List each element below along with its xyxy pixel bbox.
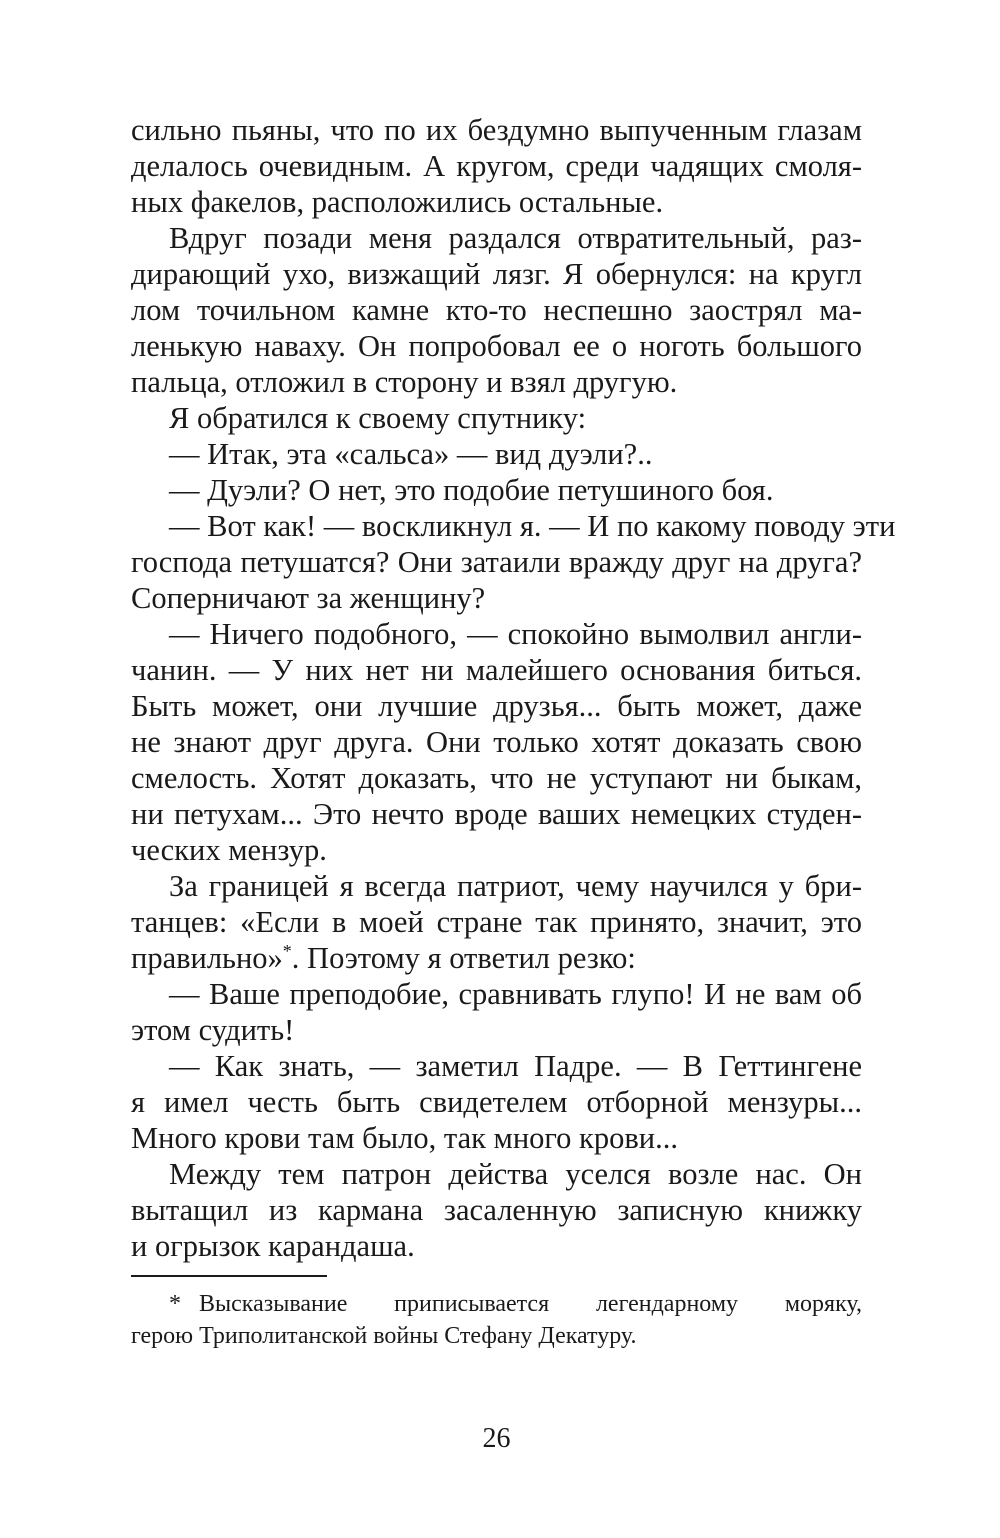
text-line: Вдруг позади меня раздался отвратительный, раз-: [169, 221, 862, 255]
footnote-reference[interactable]: *: [282, 940, 292, 961]
text-line: ных факелов, расположились остальные.: [131, 185, 664, 219]
book-page: [131, 112, 896, 1512]
dialogue-line: — Ничего подобного, — спокойно вымолвил англи-: [169, 617, 862, 651]
text-line: За границей я всегда патриот, чему научился у бри-: [169, 869, 862, 903]
text-line: танцев: «Если в моей стране так принято, значит, это: [131, 905, 862, 939]
text-line: ни петухам... Это нечто вроде ваших немецких студен-: [131, 797, 862, 831]
footnote-line: [169, 1288, 862, 1320]
text-line: этом судить!: [131, 1013, 295, 1047]
text-fragment: правильно»: [131, 941, 283, 975]
text-line: не знают друг друга. Они только хотят доказать свою: [131, 725, 862, 759]
text-line: вытащил из кармана засаленную записную книжку: [131, 1193, 862, 1227]
text-line: сильно пьяны, что по их бездумно выпученным глазам: [131, 113, 862, 147]
footnote-divider: [131, 1275, 327, 1277]
dialogue-line: — Вот как! — воскликнул я. — И по какому поводу эти: [169, 509, 896, 543]
text-line-with-footnote-ref: [131, 940, 862, 976]
text-line: ческих мензур.: [131, 833, 327, 867]
text-fragment: . Поэтому я ответил резко:: [291, 941, 636, 975]
text-line: Много крови там было, так много крови...: [131, 1121, 678, 1155]
text-line: и огрызок карандаша.: [131, 1229, 415, 1263]
dialogue-line: — Итак, эта «сальса» — вид дуэли?..: [169, 437, 653, 471]
dialogue-line: — Ваше преподобие, сравнивать глупо! И не вам об: [169, 977, 862, 1011]
text-line: Между тем патрон действа уселся возле нас. Он: [169, 1157, 862, 1191]
text-line: Быть может, они лучшие друзья... быть может, даже: [131, 689, 862, 723]
text-line: пальца, отложил в сторону и взял другую.: [131, 365, 678, 399]
text-line: Я обратился к своему спутнику:: [169, 401, 587, 435]
footnote-line: герою Триполитанской войны Стефану Декатуру.: [131, 1323, 637, 1349]
footnote-text: Высказывание приписывается легендарному моряку,: [199, 1291, 862, 1317]
text-line: дирающий ухо, визжащий лязг. Я обернулся: на кругл: [131, 257, 862, 291]
text-line: смелость. Хотят доказать, что не уступают ни быкам,: [131, 761, 862, 795]
dialogue-line: — Как знать, — заметил Падре. — В Геттингене: [169, 1049, 862, 1083]
text-line: господа петушатся? Они затаили вражду друг на друга?: [131, 545, 862, 579]
text-line: делалось очевидным. А кругом, среди чадящих смоля-: [131, 149, 862, 183]
dialogue-line: — Дуэли? О нет, это подобие петушиного боя.: [169, 473, 774, 507]
text-line: чанин. — У них нет ни малейшего основания биться.: [131, 653, 862, 687]
page-number: 26: [482, 1423, 511, 1454]
footnote-marker: *: [169, 1291, 181, 1317]
text-line: ленькую наваху. Он попробовал ее о ноготь большого: [131, 329, 862, 363]
text-line: Соперничают за женщину?: [131, 581, 486, 615]
text-line: лом точильном камне кто-то неспешно заострял ма-: [131, 293, 862, 327]
text-line: я имел честь быть свидетелем отборной мензуры...: [131, 1085, 862, 1119]
